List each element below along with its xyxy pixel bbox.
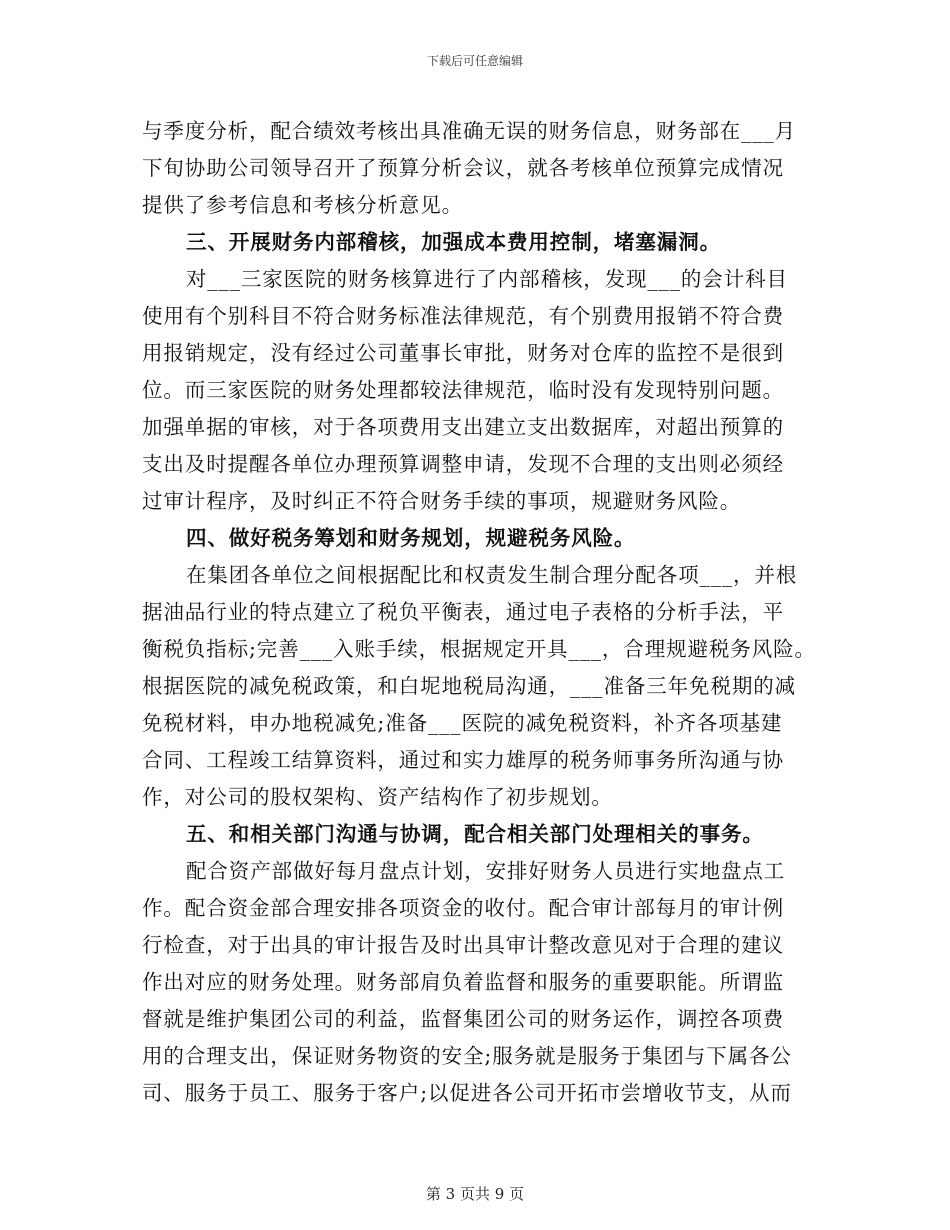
- section-heading: 五、和相关部门沟通与协调，配合相关部门处理相关的事务。: [186, 822, 764, 846]
- paragraph-line: 与季度分析，配合绩效考核出具准确无误的财务信息，财务部在___月: [142, 119, 797, 143]
- paragraph-line: 过审计程序，及时纠正不符合财务手续的事项，规避财务风险。: [142, 489, 742, 513]
- paragraph-line: 合同、工程竣工结算资料，通过和实力雄厚的税务师事务所沟通与协: [142, 748, 784, 772]
- section-heading: 三、开展财务内部稽核，加强成本费用控制，堵塞漏洞。: [186, 230, 721, 254]
- paragraph-line: 督就是维护集团公司的利益，监督集团公司的财务运作，调控各项费: [142, 1007, 784, 1031]
- paragraph-line: 使用有个别科目不符合财务标准法律规范，有个别费用报销不符合费: [142, 304, 784, 328]
- paragraph-line: 位。而三家医院的财务处理都较法律规范，临时没有发现特别问题。: [142, 378, 784, 402]
- paragraph-line: 用的合理支出，保证财务物资的安全;服务就是服务于集团与下属各公: [142, 1044, 792, 1068]
- paragraph-line: 加强单据的审核，对于各项费用支出建立支出数据库，对超出预算的: [142, 415, 784, 439]
- paragraph-line: 作出对应的财务处理。财务部肩负着监督和服务的重要职能。所谓监: [142, 970, 784, 994]
- page-number: 第 3 页共 9 页: [425, 1185, 525, 1203]
- paragraph-line: 作。配合资金部合理安排各项资金的收付。配合审计部每月的审计例: [142, 896, 784, 920]
- paragraph-line: 配合资产部做好每月盘点计划，安排好财务人员进行实地盘点工: [186, 859, 786, 883]
- paragraph-line: 下旬协助公司领导召开了预算分析会议，就各考核单位预算完成情况: [142, 156, 784, 180]
- paragraph-line: 免税材料，申办地税减免;准备___医院的减免税资料，补齐各项基建: [142, 711, 783, 735]
- paragraph-line: 提供了参考信息和考核分析意见。: [142, 193, 463, 217]
- section-heading: 四、做好税务筹划和财务规划，规避税务风险。: [186, 526, 636, 550]
- paragraph-line: 用报销规定，没有经过公司董事长审批，财务对仓库的监控不是很到: [142, 341, 784, 365]
- paragraph-line: 对___三家医院的财务核算进行了内部稽核，发现___的会计科目: [186, 267, 788, 291]
- paragraph-line: 据油品行业的特点建立了税负平衡表，通过电子表格的分析手法，平: [142, 600, 784, 624]
- paragraph-line: 司、服务于员工、服务于客户;以促进各公司开拓市尝增收节支，从而: [142, 1081, 792, 1105]
- paragraph-line: 作，对公司的股权架构、资产结构作了初步规划。: [142, 785, 613, 809]
- page-header: 下载后可任意编辑: [426, 54, 523, 68]
- paragraph-line: 衡税负指标;完善___入账手续，根据规定开具___，合理规避税务风险。: [142, 637, 816, 661]
- paragraph-line: 在集团各单位之间根据配比和权责发生制合理分配各项___，并根: [186, 563, 798, 587]
- paragraph-line: 根据医院的减免税政策，和白坭地税局沟通，___准备三年免税期的减: [142, 674, 797, 698]
- document-body: [142, 113, 822, 1112]
- paragraph-line: 支出及时提醒各单位办理预算调整申请，发现不合理的支出则必须经: [142, 452, 784, 476]
- paragraph-line: 行检查，对于出具的审计报告及时出具审计整改意见对于合理的建议: [142, 933, 784, 957]
